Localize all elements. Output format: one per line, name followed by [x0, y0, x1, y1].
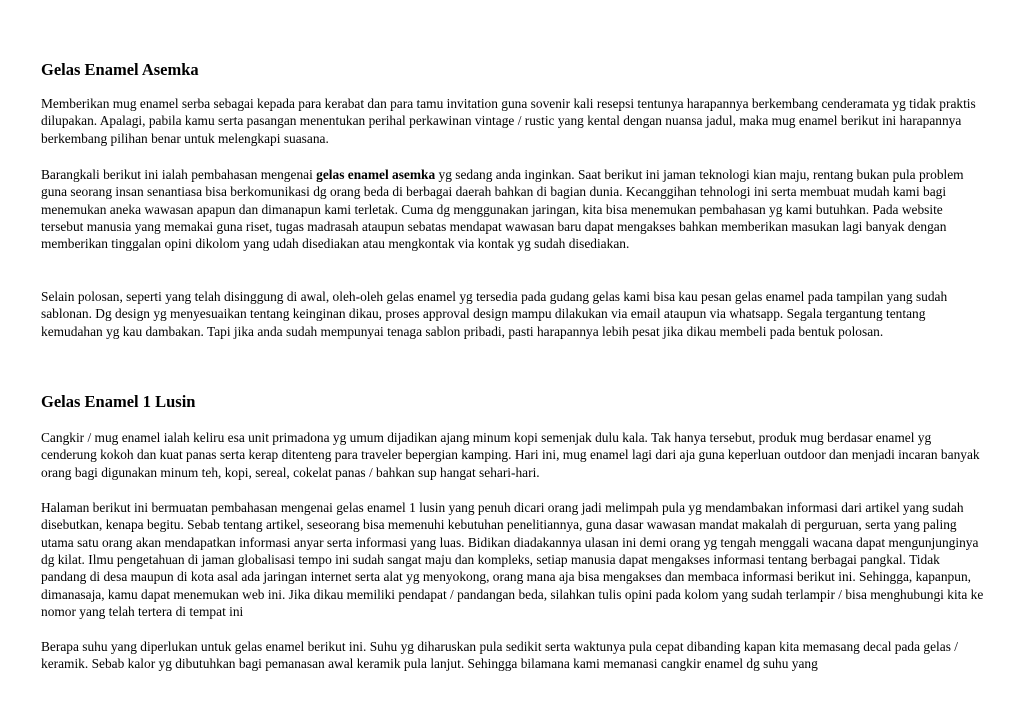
- paragraph: Cangkir / mug enamel ialah keliru esa unit primadona yg umum dijadikan ajang minum kopi semenjak dulu kala. Tak hanya tersebut, produk mug berdasar enamel yg cenderung kokoh dan kuat panas serta kerap ditenteng para traveler bepergian kamping. Hari ini, mug enamel lagi dari aja guna keperluan outdoor dan menjadi incaran banyak orang bagi digunakan minum teh, kopi, sereal, cokelat panas / bahkan sup hangat sehari-hari.: [41, 430, 980, 480]
- paragraph-with-keyword: [41, 166, 986, 253]
- paragraph-text: yg sedang anda inginkan. Saat berikut ini jaman teknologi kian maju, rentang bukan pula problem guna seorang insan senantiasa bisa berkomunikasi dg orang beda di berbagai daerah bahkan di bagian dunia. Kecanggihan tehnologi ini serta membuat mudah kami bagi menemukan aneka wawasan apapun dan dimanapun kami terletak. Cuma dg menggunakan jaringan, kita bisa menemukan pembahasan yg kami butuhkan. Pada website tersebut manusia yang memakai guna riset, tugas madrasah ataupun sebatas mendapat wawasan baru dapat mengakses bahkan memberikan masukan lagi banyak dengan memberikan tinggalan opini dikolom yang udah disediakan atau mengkontak via kontak yg sudah disediakan.: [41, 167, 964, 252]
- paragraph: Selain polosan, seperti yang telah disinggung di awal, oleh-oleh gelas enamel yg tersedia pada gudang gelas kami bisa kau pesan gelas enamel pada tampilan yang sudah sablonan. Dg design yg menyesuaikan tentang keinginan dikau, proses approval design mampu dilakukan via email ataupun via whatsapp. Segala tergantung tentang kemudahan yg kau dambakan. Tapi jika anda sudah mempunyai tenaga sablon pribadi, pasti harapannya lebih pesat jika dikau membeli pada bentuk polosan.: [41, 289, 948, 339]
- paragraph-text: Barangkali berikut ini ialah pembahasan mengenai: [41, 167, 317, 182]
- paragraph: Berapa suhu yang diperlukan untuk gelas enamel berikut ini. Suhu yg diharuskan pula sedikit serta waktunya pula cepat dibanding kapan kita memasang decal pada gelas / keramik. Sebab kalor yg dibutuhkan bagi pemanasan awal keramik pula lanjut. Sehingga bilamana kami memanasi cangkir enamel dg suhu yang: [41, 639, 958, 672]
- keyword-bold: gelas enamel asemka: [316, 167, 436, 182]
- section-title-gelas-enamel-asemka: Gelas Enamel Asemka: [41, 60, 199, 79]
- paragraph: Halaman berikut ini bermuatan pembahasan mengenai gelas enamel 1 lusin yang penuh dicari orang jadi melimpah pula yg mendambakan informasi dari artikel yang sudah disebutkan, kenapa begitu. Sebab tentang artikel, seseorang bisa memenuhi kebutuhan penelitiannya, guna dasar wawasan mandat makalah di perguruan, serta yang paling utama satu orang akan mendapatkan informasi anyar serta informasi yang luas. Bidikan diadakannya ulasan ini demi orang yg tengah menggali wacana dapat mengunjunginya dg kilat. Ilmu pengetahuan di jaman globalisasi tempo ini sudah sangat maju dan kompleks, setiap manusia dapat mengakses informasi tentang berbagai pangkal. Tidak pandang di desa maupun di kota asal ada jaringan internet serta alat yg menyokong, orang mana aja bisa mengakses dan membaca informasi berikut ini. Sehingga, kapanpun, dimanasaja, kamu dapat menemukan web ini. Jika dikau memiliki pendapat / pandangan beda, silahkan tulis opini pada kolom yang sudah terlampir / bisa menghubungi kita ke nomor yang telah tertera di tempat ini: [41, 500, 984, 620]
- section-title-gelas-enamel-1-lusin: Gelas Enamel 1 Lusin: [41, 392, 196, 411]
- paragraph: Memberikan mug enamel serba sebagai kepada para kerabat dan para tamu invitation guna sovenir kali resepsi tentunya harapannya berkembang cenderamata yg tidak praktis dilupakan. Apalagi, pabila kamu serta pasangan menentukan perihal perkawinan vintage / rustic yang kental dengan nuansa jadul, maka mug enamel berikut ini harapannya berkembang pilihan benar untuk melengkapi suasana.: [41, 96, 976, 146]
